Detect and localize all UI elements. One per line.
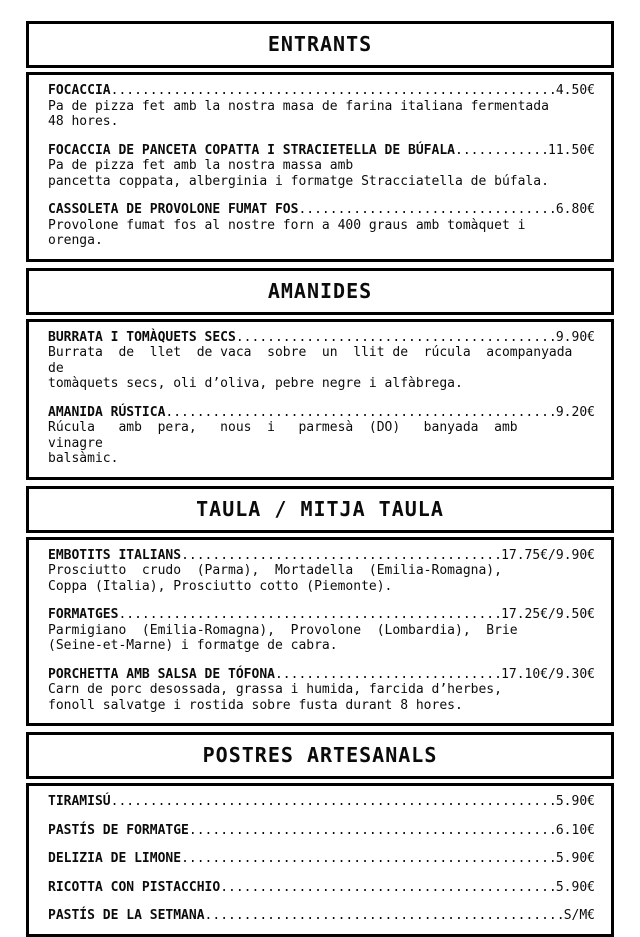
item-name: PASTÍS DE LA SETMANA <box>48 908 205 923</box>
item-name: EMBOTITS ITALIANS <box>48 547 182 563</box>
item-description-line: fonoll salvatge i rostida sobre fusta durant 8 hores. <box>48 697 463 713</box>
section-body <box>26 783 614 937</box>
item-name: DELIZIA DE LIMONE <box>48 851 182 866</box>
section-title: TAULA / MITJA TAULA <box>196 496 444 521</box>
section-header <box>26 732 614 779</box>
section-header <box>26 268 614 315</box>
menu-section <box>26 732 614 937</box>
item-description-line: Parmigiano (Emilia-Romagna), Provolone (Lombardia), Brie <box>48 622 518 638</box>
item-description-line: Carn de porc desossada, grassa i humida, farcida d’herbes, <box>48 682 502 697</box>
item-description-line: Pa de pizza fet amb la nostra masa de farina italiana fermentada <box>48 98 549 114</box>
item-name: FOCACCIA DE PANCETA COPATTA I STRACIETELLA DE BÚFALA <box>48 142 455 158</box>
dots-leader-icon <box>220 880 556 896</box>
item-price: 17.10€/9.30€ <box>501 666 595 682</box>
section-body <box>26 319 614 480</box>
item-name: PORCHETTA AMB SALSA DE TÓFONA <box>48 666 275 682</box>
section-body <box>26 72 614 262</box>
item-price: 6.80€ <box>555 202 595 217</box>
dots-leader-icon <box>111 83 556 99</box>
item-price: 9.20€ <box>555 404 595 420</box>
menu-item <box>48 405 595 467</box>
item-price-line <box>48 202 595 218</box>
item-price-line <box>48 143 595 159</box>
dots-leader-icon <box>298 202 555 218</box>
item-price-line <box>48 330 595 346</box>
dots-leader-icon <box>118 607 501 623</box>
menu-item <box>48 143 595 190</box>
item-description-line: Provolone fumat fos al nostre forn a 400 graus amb tomàquet i <box>48 217 526 233</box>
item-description-line: Coppa (Italia), Prosciutto cotto (Piemonte). <box>48 578 393 594</box>
dots-leader-icon <box>111 794 556 810</box>
item-price: S/M€ <box>563 908 595 923</box>
item-price-line <box>48 794 595 810</box>
item-price-line <box>48 667 595 683</box>
menu-item <box>48 823 595 839</box>
item-price: 17.25€/9.50€ <box>501 607 595 622</box>
section-title: ENTRANTS <box>267 32 373 56</box>
section-title: AMANIDES <box>267 278 373 303</box>
item-price-line <box>48 83 595 99</box>
item-description-line: Rúcula amb pera, nous i parmesà (DO) banyada amb vinagre <box>48 420 542 451</box>
menu-item <box>48 548 595 595</box>
item-description-line: balsàmic. <box>48 451 119 466</box>
dots-leader-icon <box>236 330 556 346</box>
item-price: 5.90€ <box>555 794 595 809</box>
item-name: FOCACCIA <box>48 83 111 98</box>
item-price-line <box>48 607 595 623</box>
menu-section <box>26 268 614 480</box>
item-description-line: (Seine-et-Marne) i formatge de cabra. <box>48 638 338 653</box>
item-price: 5.90€ <box>555 879 595 895</box>
item-name: BURRATA I TOMÀQUETS SECS <box>48 329 236 345</box>
item-price-line <box>48 880 595 896</box>
item-name: FORMATGES <box>48 607 119 622</box>
dots-leader-icon <box>455 143 548 159</box>
menu-item <box>48 880 595 896</box>
dots-leader-icon <box>189 823 556 839</box>
item-description-line: pancetta coppata, alberginia i formatge Stracciatella de búfala. <box>48 173 549 189</box>
item-name: TIRAMISÚ <box>48 794 111 809</box>
item-name: RICOTTA CON PISTACCHIO <box>48 879 221 895</box>
item-price: 4.50€ <box>555 83 595 98</box>
menu-section <box>26 21 614 262</box>
item-description-line: Pa de pizza fet amb la nostra massa amb <box>48 158 354 173</box>
item-description-line: Prosciutto crudo (Parma), Mortadella (Emilia-Romagna), <box>48 563 502 578</box>
item-price-line <box>48 908 595 924</box>
item-price: 5.90€ <box>555 851 595 866</box>
item-name: AMANIDA RÚSTICA <box>48 404 166 420</box>
item-price-line <box>48 851 595 867</box>
item-price-line <box>48 548 595 564</box>
item-price: 17.75€/9.90€ <box>501 547 595 563</box>
item-description-line: tomàquets secs, oli d’oliva, pebre negre i alfàbrega. <box>48 376 463 391</box>
item-price: 9.90€ <box>555 329 595 345</box>
item-price-line <box>48 405 595 421</box>
item-description-line: 48 hores. <box>48 114 119 129</box>
menu-item <box>48 330 595 392</box>
dots-leader-icon <box>275 667 501 683</box>
item-name: CASSOLETA DE PROVOLONE FUMAT FOS <box>48 202 299 217</box>
menu-item <box>48 794 595 810</box>
section-header <box>26 486 614 533</box>
menu-item <box>48 607 595 654</box>
menu-section <box>26 486 614 727</box>
menu-item <box>48 202 595 249</box>
section-header <box>26 21 614 68</box>
item-description-line: Burrata de llet de vaca sobre un llit de rúcula acompanyada de <box>48 345 581 376</box>
menu-item <box>48 83 595 130</box>
dots-leader-icon <box>165 405 555 421</box>
item-price: 6.10€ <box>555 822 595 838</box>
item-description-line: orenga. <box>48 233 103 248</box>
item-name: PASTÍS DE FORMATGE <box>48 822 189 838</box>
menu-item <box>48 851 595 867</box>
section-body <box>26 537 614 727</box>
dots-leader-icon <box>181 548 501 564</box>
section-title: POSTRES ARTESANALS <box>202 743 438 767</box>
menu-item <box>48 908 595 924</box>
item-price-line <box>48 823 595 839</box>
dots-leader-icon <box>181 851 556 867</box>
item-price: 11.50€ <box>548 142 595 158</box>
dots-leader-icon <box>205 908 564 924</box>
menu-item <box>48 667 595 714</box>
